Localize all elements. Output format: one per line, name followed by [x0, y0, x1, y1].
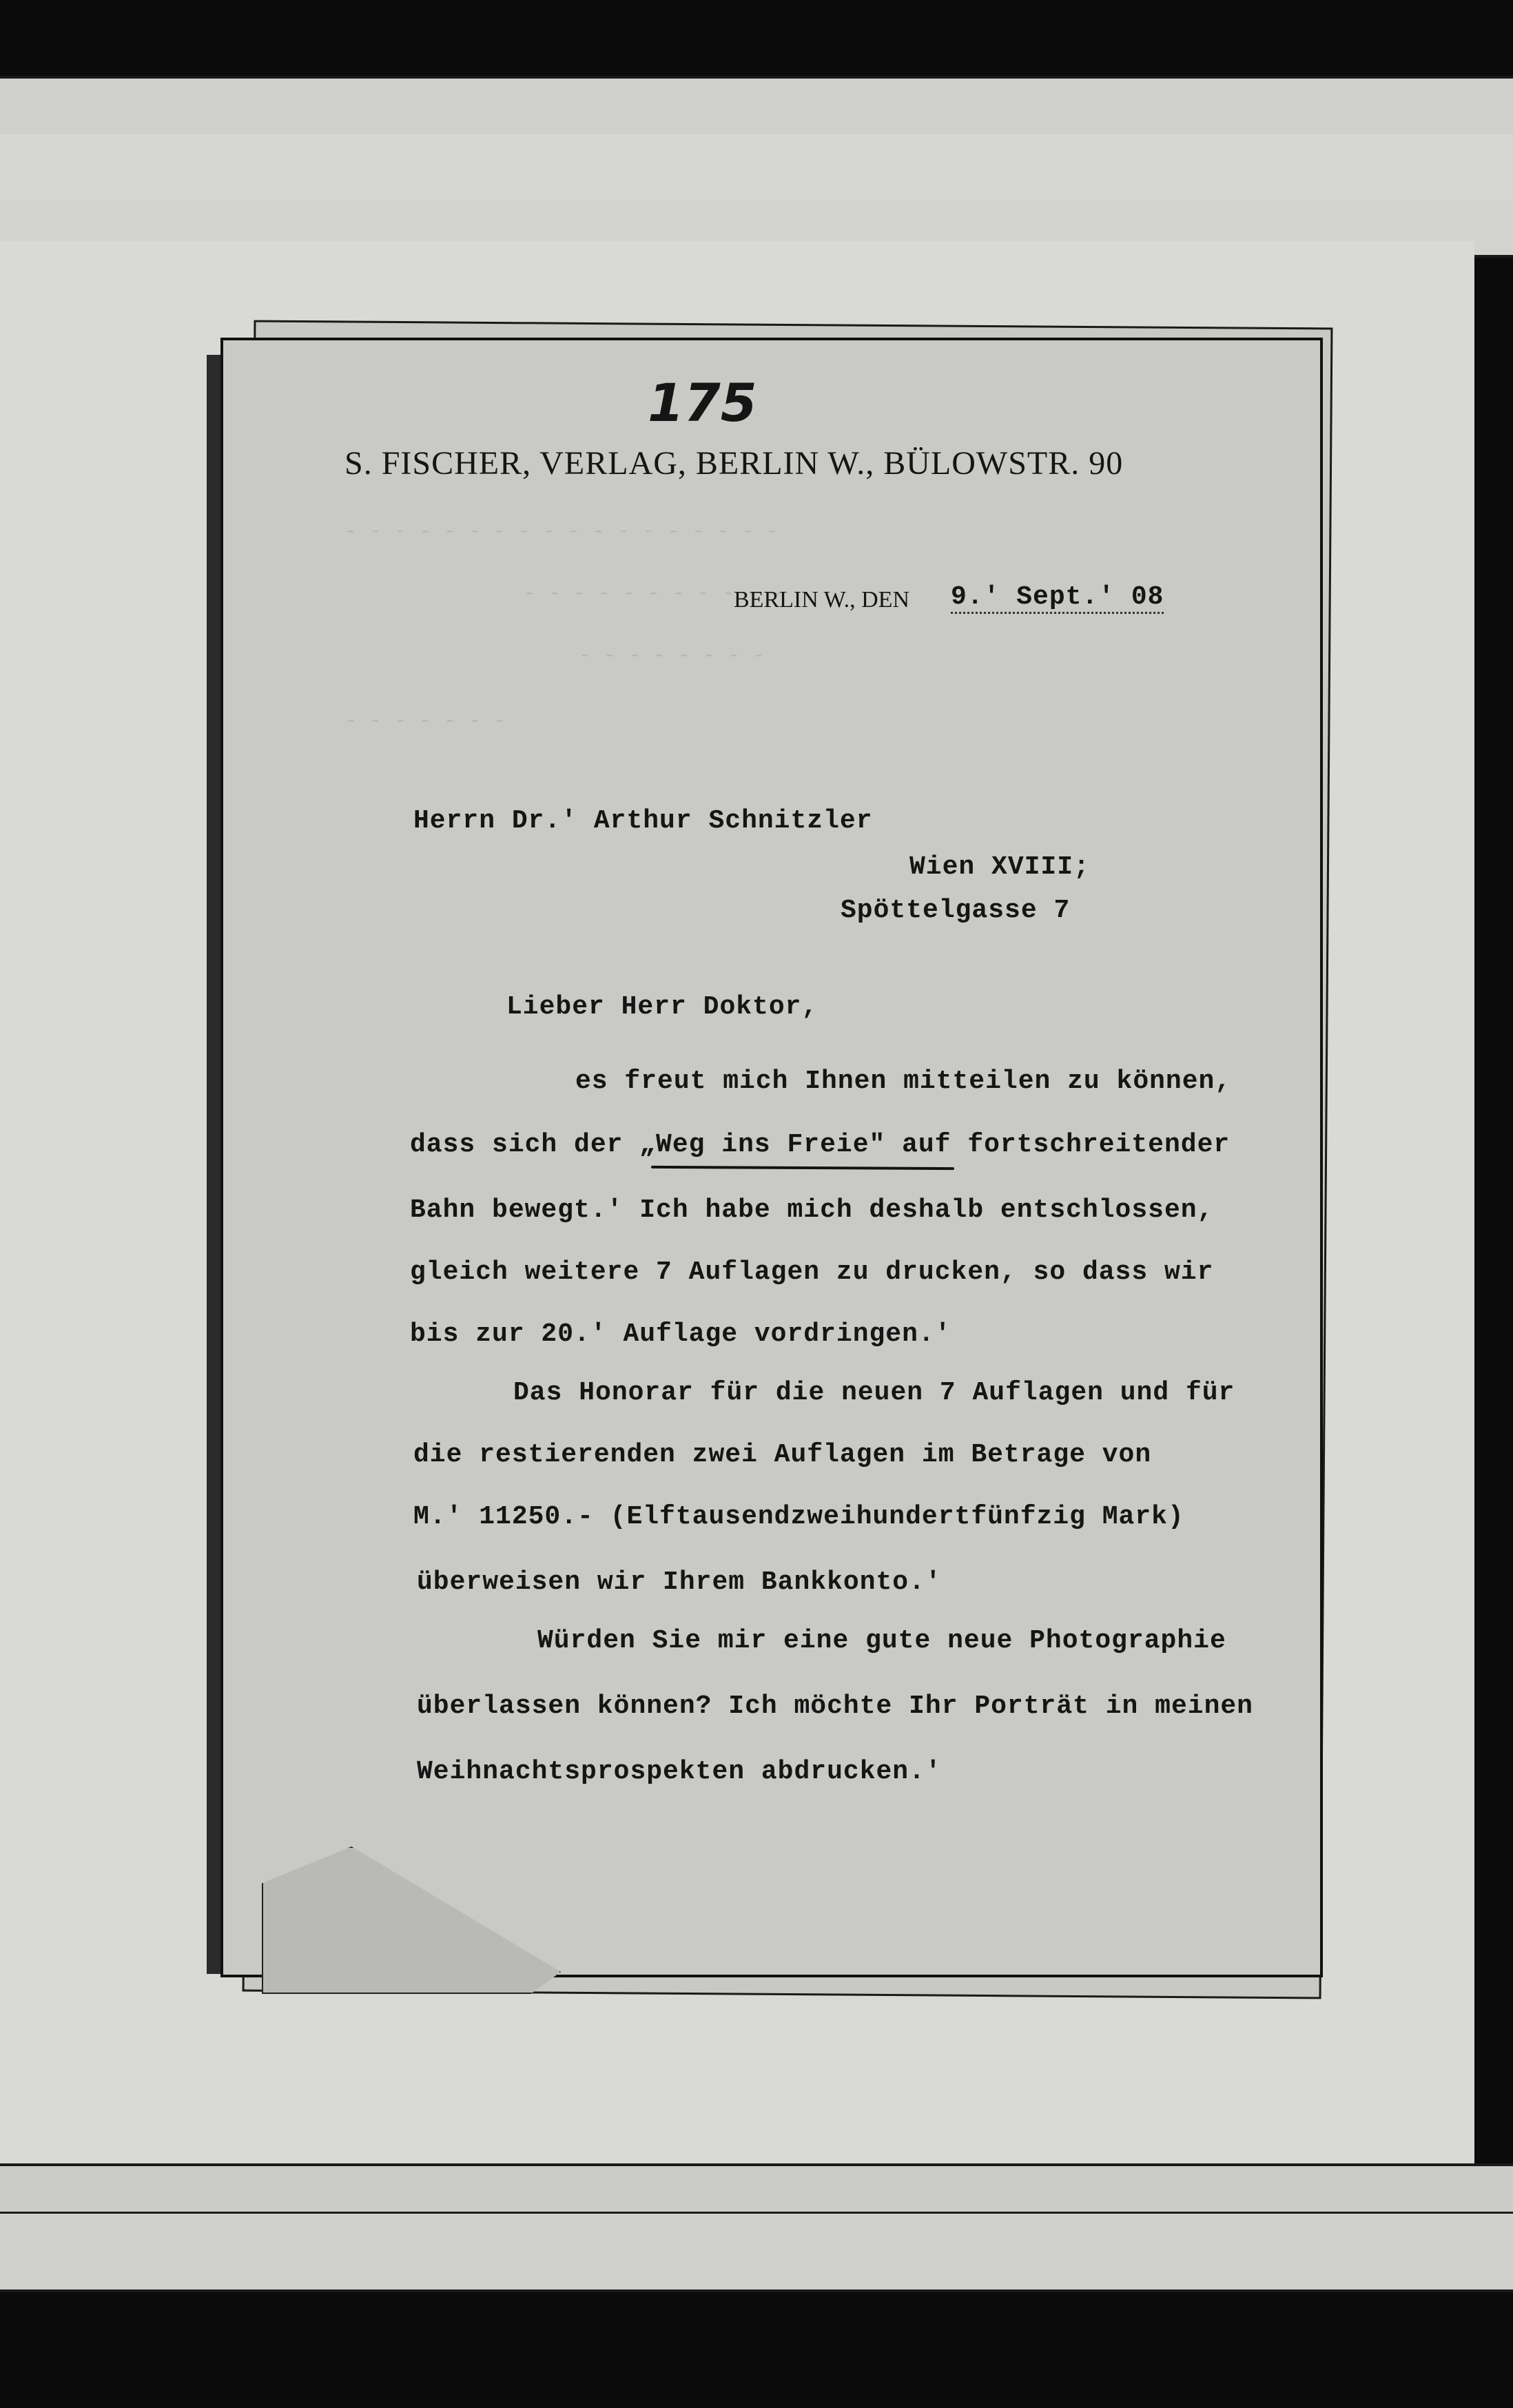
archive-strip-top-1 [0, 76, 1513, 140]
body-line: Würden Sie mir eine gute neue Photographie [537, 1626, 1226, 1656]
body-line: Bahn bewegt.' Ich habe mich deshalb entschlossen, [410, 1195, 1214, 1225]
bleedthrough-text: - - - - - - - - - - - [524, 582, 785, 606]
bleedthrough-text: - - - - - - - - - - - - - - - - - - [344, 520, 779, 544]
body-line: die restierenden zwei Auflagen im Betrage von [413, 1440, 1152, 1470]
bleedthrough-text: - - - - - - - [344, 710, 506, 733]
folio-number: 175 [648, 372, 757, 433]
body-line: überlassen können? Ich möchte Ihr Porträt in meinen [417, 1691, 1253, 1721]
archive-strip-top-2 [0, 134, 1513, 203]
recipient-name: Herrn Dr.' Arthur Schnitzler [413, 806, 873, 836]
archive-strip-bottom-1 [0, 2163, 1513, 2214]
letter-date: 9.' Sept.' 08 [951, 582, 1164, 614]
dateline-label: BERLIN W., DEN [734, 587, 909, 613]
recipient-street: Spöttelgasse 7 [841, 896, 1071, 925]
body-line: dass sich der „Weg ins Freie" auf fortschreitender [410, 1130, 1231, 1160]
salutation: Lieber Herr Doktor, [506, 992, 819, 1022]
body-line: gleich weitere 7 Auflagen zu drucken, so dass wir [410, 1257, 1214, 1287]
recipient-city: Wien XVIII; [909, 852, 1090, 882]
letterhead: S. FISCHER, VERLAG, BERLIN W., BÜLOWSTR. 90 [344, 445, 1124, 482]
body-line: M.' 11250.- (Elftausendzweihundertfünfzig Mark) [413, 1502, 1184, 1532]
body-line: Das Honorar für die neuen 7 Auflagen und für [513, 1378, 1235, 1408]
bleedthrough-text: - - - - - - - - [579, 644, 765, 668]
body-line: es freut mich Ihnen mitteilen zu können, [575, 1067, 1232, 1096]
body-line: bis zur 20.' Auflage vordringen.' [410, 1319, 951, 1349]
body-line: Weihnachtsprospekten abdrucken.' [417, 1757, 942, 1787]
body-line: überweisen wir Ihrem Bankkonto.' [417, 1567, 942, 1597]
archive-strip-bottom-2 [0, 2212, 1513, 2292]
